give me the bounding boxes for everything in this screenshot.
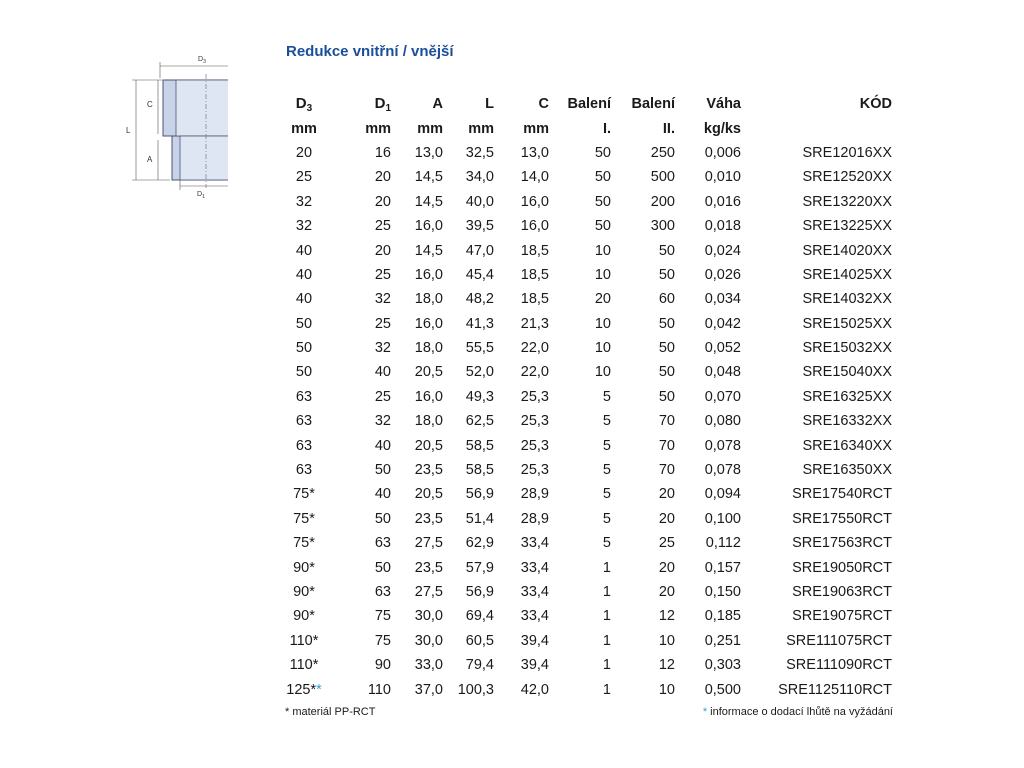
cell-k: SRE111090RCT — [786, 657, 892, 674]
cell-c: 33,4 — [520, 584, 549, 600]
cell-d1: 32 — [374, 340, 391, 357]
cell-w: 0,052 — [704, 340, 741, 357]
cell-b1: 5 — [602, 486, 611, 503]
cell-b1: 10 — [594, 340, 611, 357]
cell-d3: 75* — [293, 486, 315, 503]
unit-kod — [741, 116, 892, 140]
cell-b1: 50 — [594, 169, 611, 186]
cell-d3: 63 — [295, 437, 313, 454]
cell-b1: 5 — [602, 388, 611, 405]
cell-l: 100,3 — [457, 681, 494, 698]
cell-c: 33,4 — [520, 608, 549, 625]
cell-b2: 10 — [658, 632, 675, 649]
cell-b1: 1 — [602, 681, 611, 698]
cell-k: SRE17550RCT — [792, 510, 892, 527]
cell-b2: 70 — [658, 462, 675, 479]
cell-l: 58,5 — [465, 462, 494, 479]
cell-c: 13,0 — [520, 144, 549, 161]
cell-k: SRE15040XX — [802, 364, 892, 381]
cell-l: 45,4 — [465, 266, 494, 283]
cell-w: 0,100 — [704, 510, 741, 527]
cell-k: SRE15032XX — [802, 340, 892, 357]
lower-bore — [180, 136, 228, 180]
footnote-delivery: * informace o dodací lhůtě na vyžádání — [702, 706, 893, 718]
cell-a: 18,0 — [414, 340, 443, 357]
cell-d1: 50 — [374, 510, 391, 527]
col-header-l: L — [485, 96, 494, 113]
cell-k: SRE17540RCT — [792, 486, 892, 503]
cell-d1: 63 — [374, 584, 391, 600]
table-body — [282, 141, 892, 702]
col-header-baleni-2: Balení — [631, 96, 675, 113]
cell-d1: 25 — [374, 266, 391, 283]
cell-d3: 40 — [295, 242, 313, 259]
cell-b2: 20 — [658, 584, 675, 600]
cell-b2: 25 — [658, 535, 675, 552]
cell-k: SRE19075RCT — [792, 608, 892, 625]
cell-a: 27,5 — [414, 584, 443, 600]
cell-a: 20,5 — [414, 364, 443, 381]
cell-a: 23,5 — [414, 510, 443, 527]
label-d3: $D_3$ — [198, 56, 206, 65]
cell-a: 14,5 — [414, 242, 443, 259]
cell-b2: 70 — [658, 413, 675, 430]
cell-l: 39,5 — [465, 218, 494, 235]
cell-b2: 20 — [658, 486, 675, 503]
cell-l: 58,5 — [465, 437, 494, 454]
cell-a: 23,5 — [414, 559, 443, 576]
cell-w: 0,094 — [704, 486, 741, 503]
cell-a: 14,5 — [414, 169, 443, 186]
cell-l: 62,5 — [465, 413, 494, 430]
cell-a: 18,0 — [414, 413, 443, 430]
col-header-c: C — [538, 96, 549, 113]
cell-b2: 200 — [650, 193, 675, 210]
unit-vaha: kg/ks — [703, 120, 741, 137]
cell-b1: 50 — [594, 144, 611, 161]
col-header-d3: $D_3$ — [295, 94, 313, 114]
spec-table — [282, 92, 892, 702]
table-row — [282, 385, 892, 409]
table-row — [282, 604, 892, 628]
cell-d3: 90* — [293, 559, 315, 576]
cell-k: SRE14020XX — [802, 242, 892, 259]
cell-w: 0,048 — [704, 364, 741, 381]
cell-b2: 250 — [650, 144, 675, 161]
cell-c: 25,3 — [520, 413, 549, 430]
cell-d3: 50 — [295, 315, 313, 332]
cell-b2: 12 — [658, 657, 675, 674]
table-row — [282, 677, 892, 701]
cell-k: SRE17563RCT — [792, 535, 892, 552]
upper-bore — [176, 80, 228, 136]
cell-a: 18,0 — [414, 291, 443, 308]
col-header-a: A — [432, 96, 443, 113]
cell-d3: 50 — [295, 364, 313, 381]
table-row — [282, 312, 892, 336]
cell-k: SRE16332XX — [802, 413, 892, 430]
cell-c: 25,3 — [520, 462, 549, 479]
table-row — [282, 507, 892, 531]
cell-d1: 40 — [374, 364, 391, 381]
table-row — [282, 409, 892, 433]
table-row — [282, 214, 892, 238]
cell-w: 0,042 — [704, 315, 741, 332]
cell-l: 56,9 — [465, 584, 494, 600]
cell-k: SRE14032XX — [802, 291, 892, 308]
header-row-1 — [282, 92, 892, 116]
cell-k: SRE13220XX — [802, 193, 892, 210]
cell-d1: 110 — [367, 681, 391, 698]
cell-d1: 90 — [374, 657, 391, 674]
cell-l: 57,9 — [465, 559, 494, 576]
cell-w: 0,251 — [704, 632, 741, 649]
cell-c: 14,0 — [520, 169, 549, 186]
cell-k: SRE19063RCT — [792, 584, 892, 600]
cell-a: 16,0 — [414, 218, 443, 235]
cell-d3: 20 — [295, 144, 313, 161]
cell-l: 62,9 — [465, 535, 494, 552]
reducer-diagram — [118, 50, 228, 200]
cell-l: 41,3 — [465, 315, 494, 332]
col-header-kod: KÓD — [859, 96, 892, 113]
cell-l: 32,5 — [465, 144, 494, 161]
cell-b1: 10 — [594, 315, 611, 332]
cell-d3: 90* — [293, 608, 315, 625]
cell-w: 0,303 — [704, 657, 741, 674]
cell-l: 56,9 — [465, 486, 494, 503]
cell-b2: 50 — [658, 364, 675, 381]
cell-w: 0,185 — [704, 608, 741, 625]
cell-b1: 5 — [602, 437, 611, 454]
cell-b1: 10 — [594, 242, 611, 259]
cell-c: 39,4 — [520, 657, 549, 674]
cell-d3: 40 — [295, 266, 313, 283]
table-row — [282, 555, 892, 579]
cell-b2: 50 — [658, 388, 675, 405]
cell-c: 39,4 — [520, 632, 549, 649]
cell-d1: 40 — [374, 437, 391, 454]
unit-c: mm — [523, 120, 549, 137]
cell-k: SRE16325XX — [802, 388, 892, 405]
cell-b2: 70 — [658, 437, 675, 454]
cell-a: 20,5 — [414, 486, 443, 503]
cell-a: 30,0 — [414, 632, 443, 649]
cell-k: SRE12016XX — [802, 144, 892, 161]
cell-d3: 125** — [286, 681, 322, 698]
unit-baleni-2: II. — [662, 120, 675, 137]
cell-d1: 32 — [374, 413, 391, 430]
cell-k: SRE12520XX — [802, 169, 892, 186]
cell-d1: 40 — [374, 486, 391, 503]
cell-w: 0,150 — [704, 584, 741, 600]
cell-b2: 20 — [658, 559, 675, 576]
cell-d3: 63 — [295, 413, 313, 430]
cell-d3: 63 — [295, 462, 313, 479]
table-row — [282, 263, 892, 287]
cell-w: 0,034 — [704, 291, 741, 308]
cell-c: 28,9 — [520, 510, 549, 527]
cell-d3: 32 — [295, 218, 313, 235]
cell-l: 40,0 — [465, 193, 494, 210]
cell-b2: 500 — [650, 169, 675, 186]
cell-k: SRE16350XX — [802, 462, 892, 479]
label-d1: $D_1$ — [197, 191, 205, 200]
cell-a: 16,0 — [414, 266, 443, 283]
cell-a: 16,0 — [414, 388, 443, 405]
cell-b2: 50 — [658, 340, 675, 357]
cell-b1: 1 — [602, 608, 611, 625]
cell-d3: 63 — [295, 388, 313, 405]
cell-k: SRE111075RCT — [786, 632, 892, 649]
table-row — [282, 531, 892, 555]
label-c: C — [147, 100, 153, 109]
cell-c: 16,0 — [520, 193, 549, 210]
cell-d1: 20 — [374, 242, 391, 259]
cell-w: 0,010 — [704, 169, 741, 186]
cell-b1: 1 — [602, 632, 611, 649]
cell-d3: 110* — [289, 632, 319, 649]
table-row — [282, 482, 892, 506]
table-row — [282, 287, 892, 311]
cell-l: 34,0 — [465, 169, 494, 186]
col-header-vaha: Váha — [706, 96, 741, 113]
cell-w: 0,006 — [704, 144, 741, 161]
table-row — [282, 238, 892, 262]
table-row — [282, 141, 892, 165]
cell-b1: 50 — [594, 218, 611, 235]
cell-k: SRE16340XX — [802, 437, 892, 454]
cell-k: SRE19050RCT — [792, 559, 892, 576]
table-row — [282, 433, 892, 457]
cell-a: 37,0 — [414, 681, 443, 698]
cell-w: 0,078 — [704, 437, 741, 454]
cell-c: 28,9 — [520, 486, 549, 503]
cell-d1: 20 — [374, 169, 391, 186]
cell-b1: 5 — [602, 462, 611, 479]
availability-star: * — [316, 681, 322, 698]
cell-l: 79,4 — [465, 657, 494, 674]
cell-c: 33,4 — [520, 535, 549, 552]
cell-b1: 5 — [602, 413, 611, 430]
cell-d3: 110* — [289, 657, 319, 674]
cell-w: 0,024 — [704, 242, 741, 259]
cell-l: 55,5 — [465, 340, 494, 357]
cell-d3: 50 — [295, 340, 313, 357]
cell-c: 18,5 — [520, 291, 549, 308]
col-header-baleni-1: Balení — [567, 96, 611, 113]
col-header-d1: $D_1$ — [374, 94, 391, 114]
cell-l: 48,2 — [465, 291, 494, 308]
cell-d1: 20 — [374, 193, 391, 210]
cell-b2: 20 — [658, 510, 675, 527]
cell-d1: 50 — [374, 559, 391, 576]
cell-w: 0,157 — [704, 559, 741, 576]
cell-b1: 50 — [594, 193, 611, 210]
cell-d3: 90* — [293, 584, 315, 600]
cell-d1: 75 — [374, 632, 391, 649]
cell-c: 22,0 — [520, 364, 549, 381]
cell-b2: 50 — [658, 315, 675, 332]
cell-k: SRE13225XX — [802, 218, 892, 235]
cell-b1: 10 — [594, 364, 611, 381]
cell-b2: 300 — [650, 218, 675, 235]
cell-c: 33,4 — [520, 559, 549, 576]
cell-c: 25,3 — [520, 437, 549, 454]
cell-d1: 50 — [374, 462, 391, 479]
unit-baleni-1: I. — [602, 120, 611, 137]
header-row-2 — [282, 116, 892, 140]
table-row — [282, 458, 892, 482]
cell-b1: 5 — [602, 510, 611, 527]
cell-b1: 10 — [594, 266, 611, 283]
cell-k: SRE15025XX — [802, 315, 892, 332]
cell-d1: 25 — [374, 388, 391, 405]
cell-b1: 5 — [602, 535, 611, 552]
cell-b1: 1 — [602, 584, 611, 600]
unit-l: mm — [468, 120, 494, 137]
cell-w: 0,018 — [704, 218, 741, 235]
table-row — [282, 360, 892, 384]
cell-d1: 32 — [374, 291, 391, 308]
cell-l: 69,4 — [465, 608, 494, 625]
label-a: A — [147, 155, 153, 164]
cell-d3: 40 — [295, 291, 313, 308]
unit-a: mm — [417, 120, 443, 137]
table-row — [282, 336, 892, 360]
footnote-material: * materiál PP-RCT — [285, 706, 376, 718]
cell-w: 0,080 — [704, 413, 741, 430]
page-title: Redukce vnitřní / vnější — [286, 43, 454, 60]
cell-a: 20,5 — [414, 437, 443, 454]
cell-c: 22,0 — [520, 340, 549, 357]
cell-b2: 12 — [658, 608, 675, 625]
cell-l: 60,5 — [465, 632, 494, 649]
cell-l: 52,0 — [465, 364, 494, 381]
cell-c: 18,5 — [520, 266, 549, 283]
footnote-star: * — [702, 706, 708, 718]
table-row — [282, 653, 892, 677]
cell-b1: 1 — [602, 657, 611, 674]
unit-d3: mm — [291, 120, 317, 137]
cell-d1: 63 — [374, 535, 391, 552]
cell-a: 23,5 — [414, 462, 443, 479]
cell-d1: 25 — [374, 218, 391, 235]
cell-a: 27,5 — [414, 535, 443, 552]
cell-l: 49,3 — [465, 388, 494, 405]
cell-b2: 50 — [658, 242, 675, 259]
cell-d1: 16 — [374, 144, 391, 161]
cell-a: 16,0 — [414, 315, 443, 332]
cell-d3: 75* — [293, 510, 315, 527]
cell-l: 51,4 — [465, 510, 494, 527]
cell-a: 30,0 — [414, 608, 443, 625]
table-row — [282, 190, 892, 214]
unit-d1: mm — [365, 120, 391, 137]
cell-w: 0,070 — [704, 388, 741, 405]
table-row — [282, 165, 892, 189]
cell-w: 0,026 — [704, 266, 741, 283]
cell-k: SRE14025XX — [802, 266, 892, 283]
cell-k: SRE1125110RCT — [778, 681, 892, 698]
cell-c: 42,0 — [520, 681, 549, 698]
cell-d1: 75 — [374, 608, 391, 625]
cell-c: 18,5 — [520, 242, 549, 259]
cell-w: 0,112 — [705, 535, 741, 552]
cell-b2: 60 — [658, 291, 675, 308]
cell-d3: 32 — [295, 193, 313, 210]
cell-l: 47,0 — [465, 242, 494, 259]
cell-b1: 1 — [602, 559, 611, 576]
cell-c: 16,0 — [520, 218, 549, 235]
table-row — [282, 629, 892, 653]
cell-a: 13,0 — [414, 144, 443, 161]
cell-d1: 25 — [374, 315, 391, 332]
table-row — [282, 580, 892, 604]
cell-c: 21,3 — [520, 315, 549, 332]
cell-a: 33,0 — [414, 657, 443, 674]
label-l: L — [126, 126, 131, 135]
cell-d3: 25 — [295, 169, 313, 186]
cell-w: 0,016 — [704, 193, 741, 210]
cell-c: 25,3 — [520, 388, 549, 405]
cell-a: 14,5 — [414, 193, 443, 210]
cell-w: 0,500 — [704, 681, 741, 698]
cell-d3: 75* — [293, 535, 315, 552]
cell-w: 0,078 — [704, 462, 741, 479]
cell-b2: 50 — [658, 266, 675, 283]
cell-b2: 10 — [658, 681, 675, 698]
cell-b1: 20 — [594, 291, 611, 308]
